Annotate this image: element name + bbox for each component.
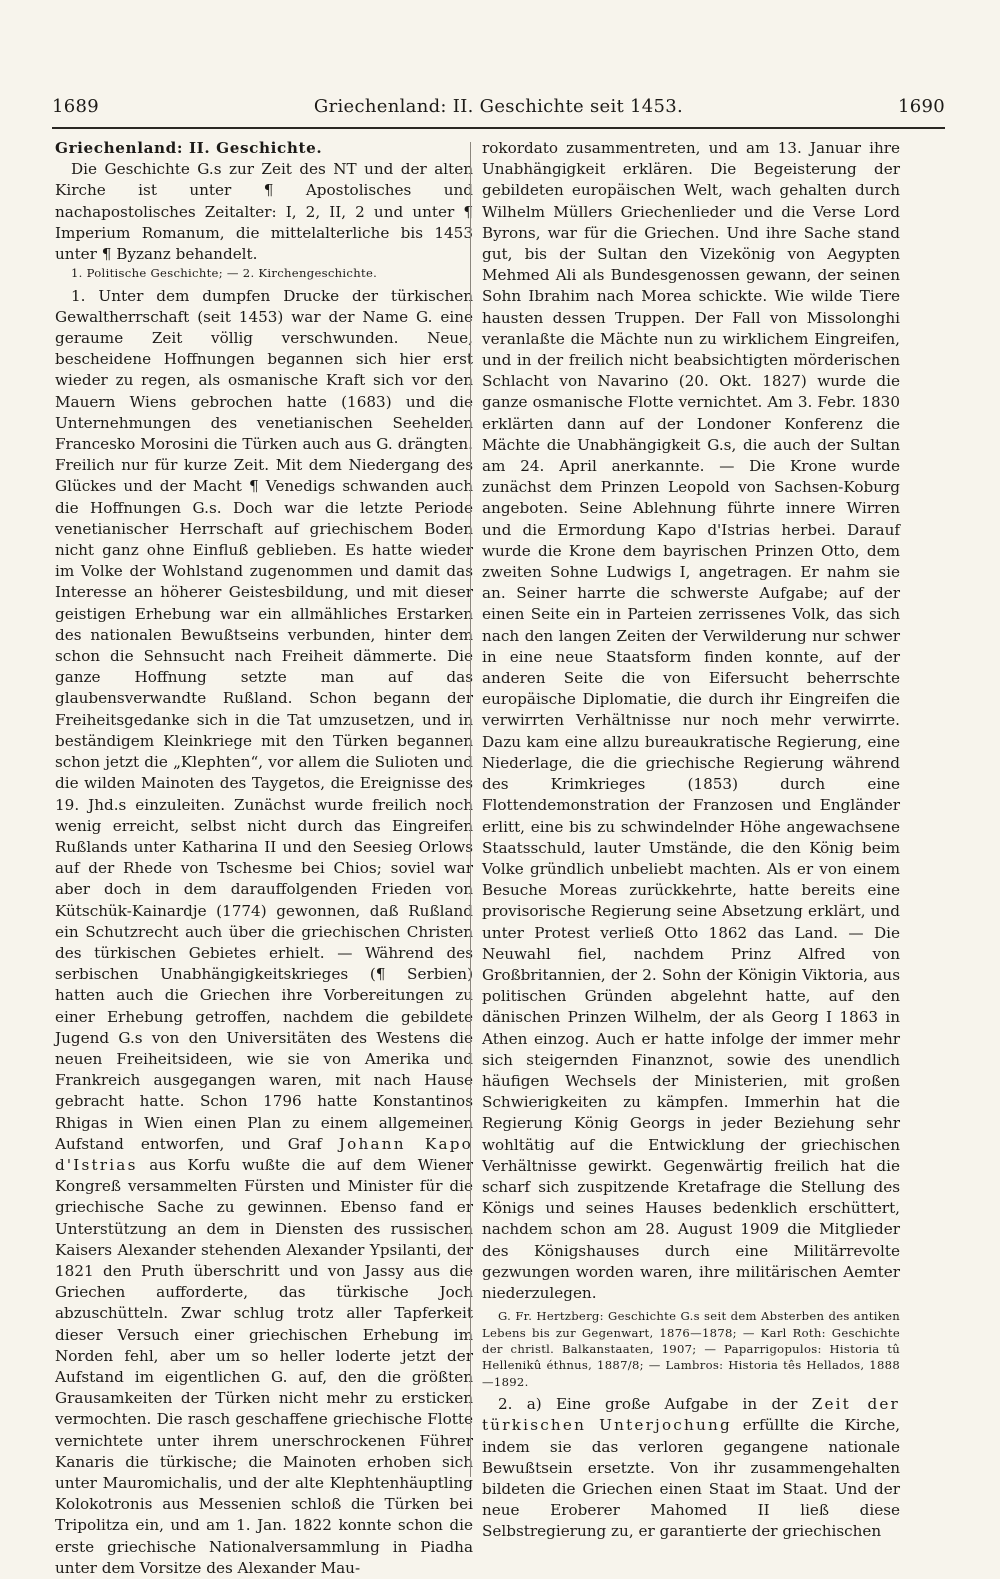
section-1-continuation: aus Korfu wußte die auf dem Wiener Kongreß versammelten Fürsten und Minister für die griechische Sache zu gewinnen. Ebenso fand er Unterstützung an dem in Diensten des russischen Kaisers Alexander stehenden Alexander Ypsilanti, der 1821 den Pruth überschritt und von Jassy aus die Griechen aufforderte, das türkische Joch abzuschütteln. Zwar schlug trotz aller Tapferkeit dieser Versuch einer griechischen Erhebung im Norden fehl, aber um so heller loderte jetzt der Aufstand im eigentlichen G. auf, den die größten Grausamkeiten der Türken nicht mehr zu ersticken vermochten. Die rasch geschaffene griechische Flotte vernichtete unter ihrem unerschrockenen Führer Kanaris die türkische; die Mainoten erhoben sich unter Mauromichalis, und der alte Klephtenhäuptling Kolokotronis aus Messenien schloß die Türken bei Tripolitza ein, und am 1. Jan. 1822 konnte schon die erste griechische Nationalversammlung in Piadha unter dem Vorsitze des Alexander Mau- — [55, 1155, 473, 1577]
header-rule — [52, 127, 945, 129]
right-page-number: 1690 — [897, 96, 945, 117]
section-1-right-continuation: rokordato zusammentreten, und am 13. Januar ihre Unabhängigkeit erklären. Die Begeisterung der gebildeten europäischen Welt, wach gehalten durch Wilhelm Müllers Griechenlieder und die Verse Lord Byrons, war für die Griechen. Und ihre Sache stand gut, bis der Sultan den Vizekönig von Aegypten Mehmed Ali als Bundesgenossen gewann, der seinen Sohn Ibrahim nach Morea schickte. Wie wilde Tiere hausten dessen Truppen. Der Fall von Missolonghi veranlaßte die Mächte nun zu wirklichem Eingreifen, und in der freilich nicht beabsichtigten mörderischen Schlacht von Navarino (20. Okt. 1827) wurde die ganze osmanische Flotte vernichtet. Am 3. Febr. 1830 erklärten dann auf der Londoner Konferenz die Mächte die Unabhängigkeit G.s, die auch der Sultan am 24. April anerkannte. — Die Krone wurde zunächst dem Prinzen Leopold von Sachsen-Koburg angeboten. Seine Ablehnung führte innere Wirren und die Ermordung Kapo d'Istrias herbei. Darauf wurde die Krone dem bayrischen Prinzen Otto, dem zweiten Sohne Ludwigs I, angetragen. Er nahm sie an. Seiner harrte die schwerste Aufgabe; auf der einen Seite ein in Parteien zerrissenes Volk, das sich nach den langen Zeiten der Verwilderung nur schwer in eine neue Staatsform finden konnte, auf der anderen Seite die von Eifersucht beherrschte europäische Diplomatie, die durch ihr Eingreifen die verwirrten Verhältnisse nur noch mehr verwirrte. Dazu kam eine allzu bureaukratische Regierung, eine Niederlage, die die griechische Regierung während des Krimkrieges (1853) durch eine Flottendemonstration der Franzosen und Engländer erlitt, eine bis zu schwindelnder Höhe angewachsene Staatsschuld, lauter Umstände, die den König beim Volke gründlich unbeliebt machten. Als er von einem Besuche Moreas zurückkehrte, hatte bereits eine provisorische Regierung seine Absetzung erklärt, und unter Protest verließ Otto 1862 das Land. — Die Neuwahl fiel, nachdem Prinz Alfred von Großbritannien, der 2. Sohn der Königin Viktoria, aus politischen Gründen abgelehnt hatte, auf den dänischen Prinzen Wilhelm, der als Georg I 1863 in Athen einzog. Auch er hatte infolge der immer mehr sich steigernden Finanznot, sowie des unendlich häufigen Wechsels der Ministerien, mit großen Schwierigkeiten zu kämpfen. Immerhin hat die Regierung König Georgs in jeder Beziehung sehr wohltätig auf die Entwicklung der griechischen Verhältnisse gewirkt. Gegenwärtig freilich hat die scharf sich zuspitzende Kretafrage die Stellung des Königs und seines Hauses bedenklich erschüttert, nachdem schon am 28. August 1909 die Mitglieder des Königshauses durch eine Militärrevolte gezwungen worden waren, ihre militärischen Aemter niederzulegen. — [482, 139, 900, 1302]
article-heading: Griechenland: II. Geschichte. — [55, 139, 323, 157]
page-header — [52, 96, 945, 126]
section-2-paragraph — [482, 1394, 900, 1542]
left-column — [55, 138, 473, 1579]
right-column — [482, 138, 900, 1543]
bibliography: G. Fr. Hertzberg: Geschichte G.s seit dem Absterben des antiken Lebens bis zur Gegenwart, 1876—1878; — Karl Roth: Geschichte der christl. Balkanstaaten, 1907; — Paparrigopulos: Historia tû Hellenikû éthnus, 1887/8; — Lambros: Historia tês Hellados, 1888—1892. — [482, 1309, 900, 1389]
section-2-intro: 2. a) Eine große Aufgabe in der — [498, 1395, 798, 1414]
left-page-number: 1689 — [52, 96, 100, 117]
article-outline: 1. Politische Geschichte; — 2. Kirchengeschichte. — [71, 266, 378, 281]
intro-paragraph: Die Geschichte G.s zur Zeit des NT und der alten Kirche ist unter ¶ Apostolisches und nachapostolisches Zeitalter: I, 2, II, 2 und unter ¶ Imperium Romanum, die mittelalterliche bis 1453 unter ¶ Byzanz behandelt. — [55, 160, 473, 264]
section-1-paragraph — [55, 286, 473, 1579]
section-2-emphasis: Zeit der türkischen Unterjochung — [482, 1395, 901, 1435]
running-title: Griechenland: II. Geschichte seit 1453. — [313, 96, 684, 117]
person-name-kapo-distrias: Johann Kapo d'Istrias — [55, 1134, 474, 1174]
column-divider — [470, 142, 471, 1477]
section-1-text: 1. Unter dem dumpfen Drucke der türkischen Gewaltherrschaft (seit 1453) war der Name G. eine geraume Zeit völlig verschwunden. Neue, bescheidene Hoffnungen begannen sich hier erst wieder zu regen, als osmanische Kraft sich vor den Mauern Wiens gebrochen hatte (1683) und die Unternehmungen des venetianischen Seehelden Francesko Morosini die Türken auch aus G. drängten. Freilich nur für kurze Zeit. Mit dem Niedergang des Glückes und der Macht ¶ Venedigs schwanden auch die Hoffnungen G.s. Doch war die letzte Periode venetianischer Herrschaft auf griechischem Boden nicht ganz ohne Einfluß geblieben. Es hatte wieder im Volke der Wohlstand zugenommen und damit das Interesse an höherer Geistesbildung, und mit dieser geistigen Erhebung war ein allmähliches Erstarken des nationalen Bewußtseins verbunden, hinter dem schon die Sehnsucht nach Freiheit dämmerte. Die ganze Hoffnung setzte man auf das glaubensverwandte Rußland. Schon begann der Freiheitsgedanke sich in die Tat umzusetzen, und in beständigem Kleinkriege mit den Türken begannen schon jetzt die „Klephten“, vor allem die Sulioten und die wilden Mainoten des Taygetos, die Ereignisse des 19. Jhd.s einzuleiten. Zunächst wurde freilich noch wenig erreicht, selbst nicht durch das Eingreifen Rußlands unter Katharina II und den Seesieg Orlows auf der Rhede von Tschesme bei Chios; soviel war aber doch in dem darauffolgenden Frieden von Kütschük-Kainardje (1774) gewonnen, daß Rußland ein Schutzrecht auch über die griechischen Christen des türkischen Gebietes erhielt. — Während des serbischen Unabhängigkeitskrieges (¶ Serbien) hatten auch die Griechen ihre Vorbereitungen zu einer Erhebung getroffen, nachdem die gebildete Jugend G.s von den Universitäten des Westens die neuen Freiheitsideen, wie sie von Amerika und Frankreich ausgegangen waren, mit nach Hause gebracht hatte. Schon 1796 hatte Konstantinos Rhigas in Wien einen Plan zu einem allgemeinen Aufstand entworfen, und Graf — [55, 286, 473, 1153]
section-2-text: erfüllte die Kirche, indem sie das verloren gegangene nationale Bewußtsein ersetzte. Von ihr zusammengehalten bildeten die Griechen einen Staat im Staat. Und der neue Eroberer Mahomed II ließ diese Selbstregierung zu, er garantierte der griechischen — [482, 1416, 901, 1541]
